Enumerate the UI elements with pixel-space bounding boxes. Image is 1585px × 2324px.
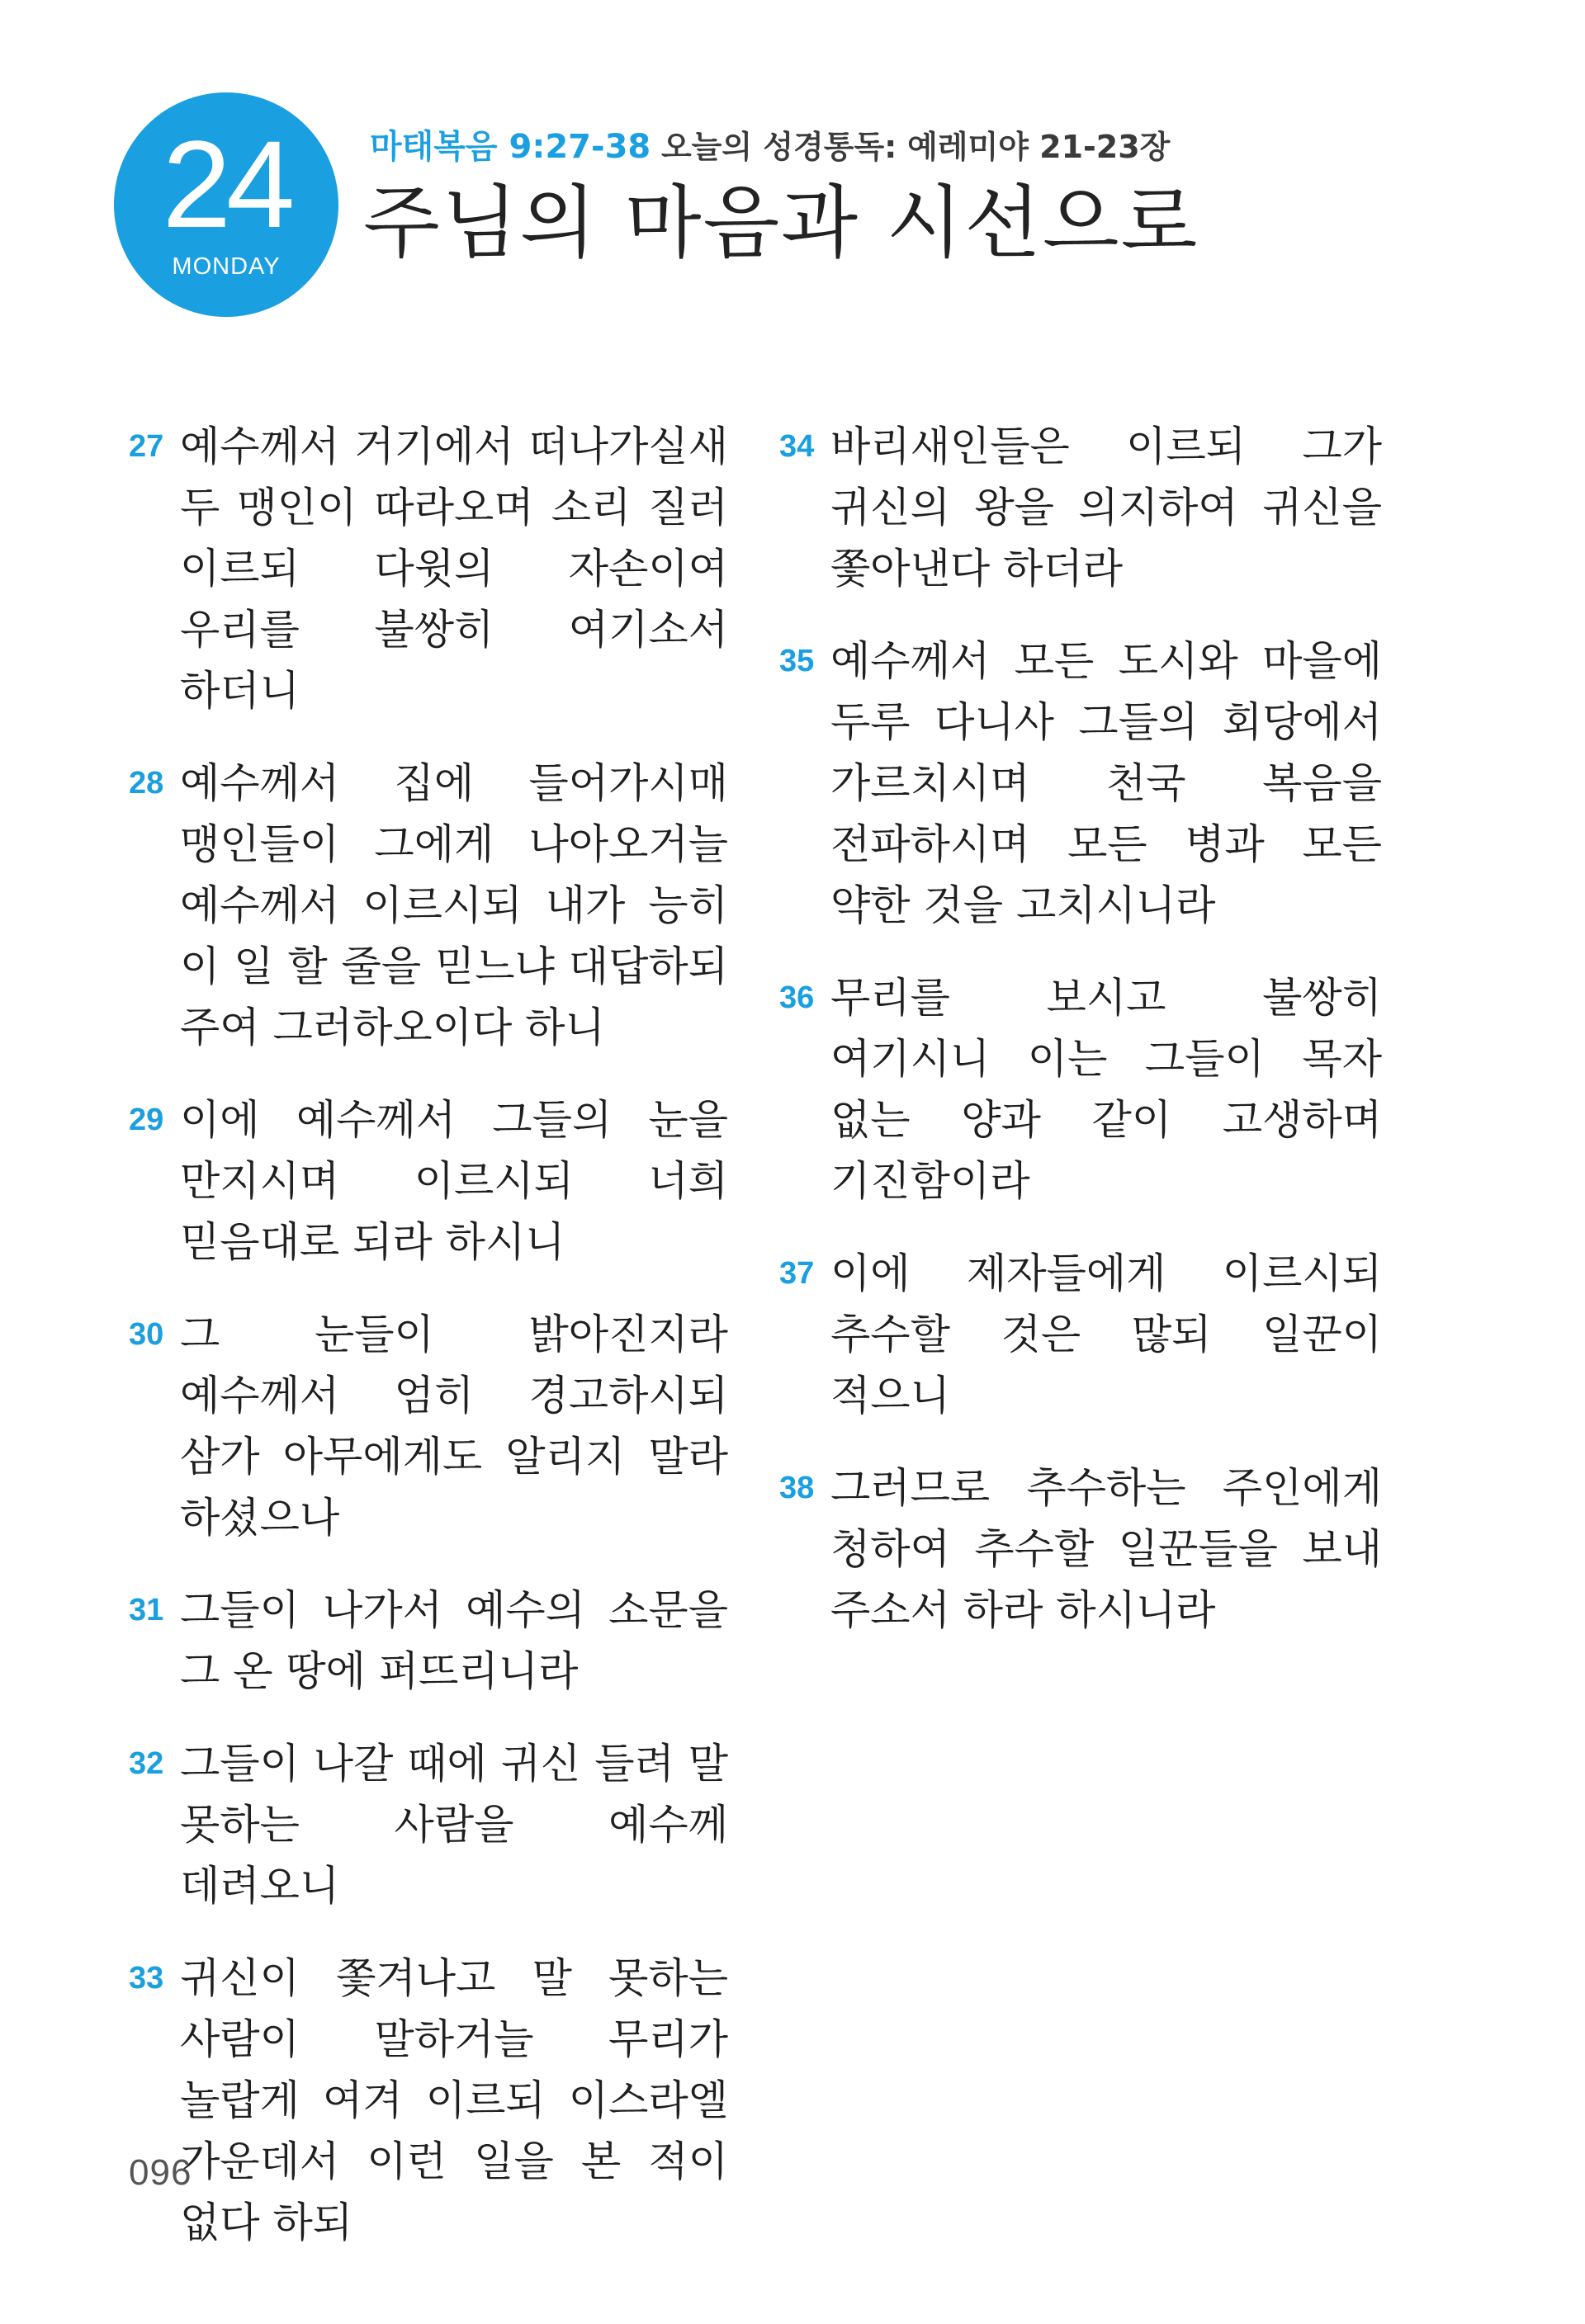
verse-text: 그들이 나갈 때에 귀신 들려 말 못하는 사람을 예수께 데려오니 [180, 1740, 728, 1910]
scripture-reference [370, 125, 1170, 168]
verse-38 [779, 1457, 1382, 1641]
verse-number: 35 [779, 644, 815, 678]
verse-text: 예수께서 거기에서 떠나가실새 두 맹인이 따라오며 소리 질러 이르되 다윗의 자손이여 우리를 불쌍히 여기소서 하더니 [180, 423, 728, 715]
verse-text: 그 눈들이 밝아진지라 예수께서 엄히 경고하시되 삼가 아무에게도 알리지 말라 하셨으나 [180, 1311, 728, 1542]
verse-text: 이에 예수께서 그들의 눈을 만지시며 이르시되 너희 믿음대로 되라 하시니 [180, 1096, 728, 1266]
verse-31 [129, 1580, 728, 1702]
verse-column-right [779, 416, 1382, 1672]
verse-33 [129, 1948, 728, 2253]
verse-text: 그러므로 추수하는 주인에게 청하여 추수할 일꾼들을 보내 주소서 하라 하시니라 [830, 1464, 1382, 1634]
verse-35 [779, 631, 1382, 936]
verse-28 [129, 753, 728, 1058]
verse-number: 33 [129, 1961, 164, 1996]
reading-passage: 예레미야 21-23장 [907, 129, 1171, 165]
verse-text: 무리를 보시고 불쌍히 여기시니 이는 그들이 목자 없는 양과 같이 고생하며 기진함이라 [830, 974, 1382, 1205]
day-number: 24 [162, 115, 291, 253]
verse-column-left [129, 416, 728, 2284]
verse-number: 30 [129, 1317, 164, 1352]
verse-number: 29 [129, 1103, 164, 1137]
day-name: MONDAY [172, 253, 281, 280]
verse-27 [129, 416, 728, 721]
verse-number: 34 [779, 429, 815, 464]
verse-29 [129, 1089, 728, 1273]
verse-text: 이에 제자들에게 이르시되 추수할 것은 많되 일꾼이 적으니 [830, 1249, 1382, 1419]
day-badge [114, 92, 338, 317]
passage-reference: 마태복음 9:27-38 [370, 128, 651, 166]
verse-number: 28 [129, 766, 164, 801]
verse-30 [129, 1304, 728, 1548]
verse-number: 38 [779, 1471, 815, 1505]
verse-number: 31 [129, 1593, 164, 1627]
verse-37 [779, 1243, 1382, 1426]
verse-number: 37 [779, 1256, 815, 1291]
verse-text: 바리새인들은 이르되 그가 귀신의 왕을 의지하여 귀신을 쫓아낸다 하더라 [830, 423, 1382, 593]
verse-text: 귀신이 쫓겨나고 말 못하는 사람이 말하거늘 무리가 놀랍게 여겨 이르되 이스라엘 가운데서 이런 일을 본 적이 없다 하되 [180, 1954, 728, 2246]
reading-label: 오늘의 성경통독: [660, 129, 897, 165]
verse-number: 27 [129, 429, 164, 464]
verse-text: 예수께서 모든 도시와 마을에 두루 다니사 그들의 회당에서 가르치시며 천국 복음을 전파하시며 모든 병과 모든 약한 것을 고치시니라 [830, 637, 1382, 929]
verse-number: 36 [779, 980, 815, 1015]
verse-34 [779, 416, 1382, 599]
verse-number: 32 [129, 1746, 164, 1781]
verse-32 [129, 1733, 728, 1916]
page-number: 096 [129, 2152, 192, 2193]
verse-text: 그들이 나가서 예수의 소문을 그 온 땅에 퍼뜨리니라 [180, 1586, 728, 1695]
page-title: 주님의 마음과 시선으로 [363, 177, 1199, 269]
verse-text: 예수께서 집에 들어가시매 맹인들이 그에게 나아오거늘 예수께서 이르시되 내가 능히 이 일 할 줄을 믿느냐 대답하되 주여 그러하오이다 하니 [180, 759, 728, 1051]
verse-36 [779, 967, 1382, 1212]
